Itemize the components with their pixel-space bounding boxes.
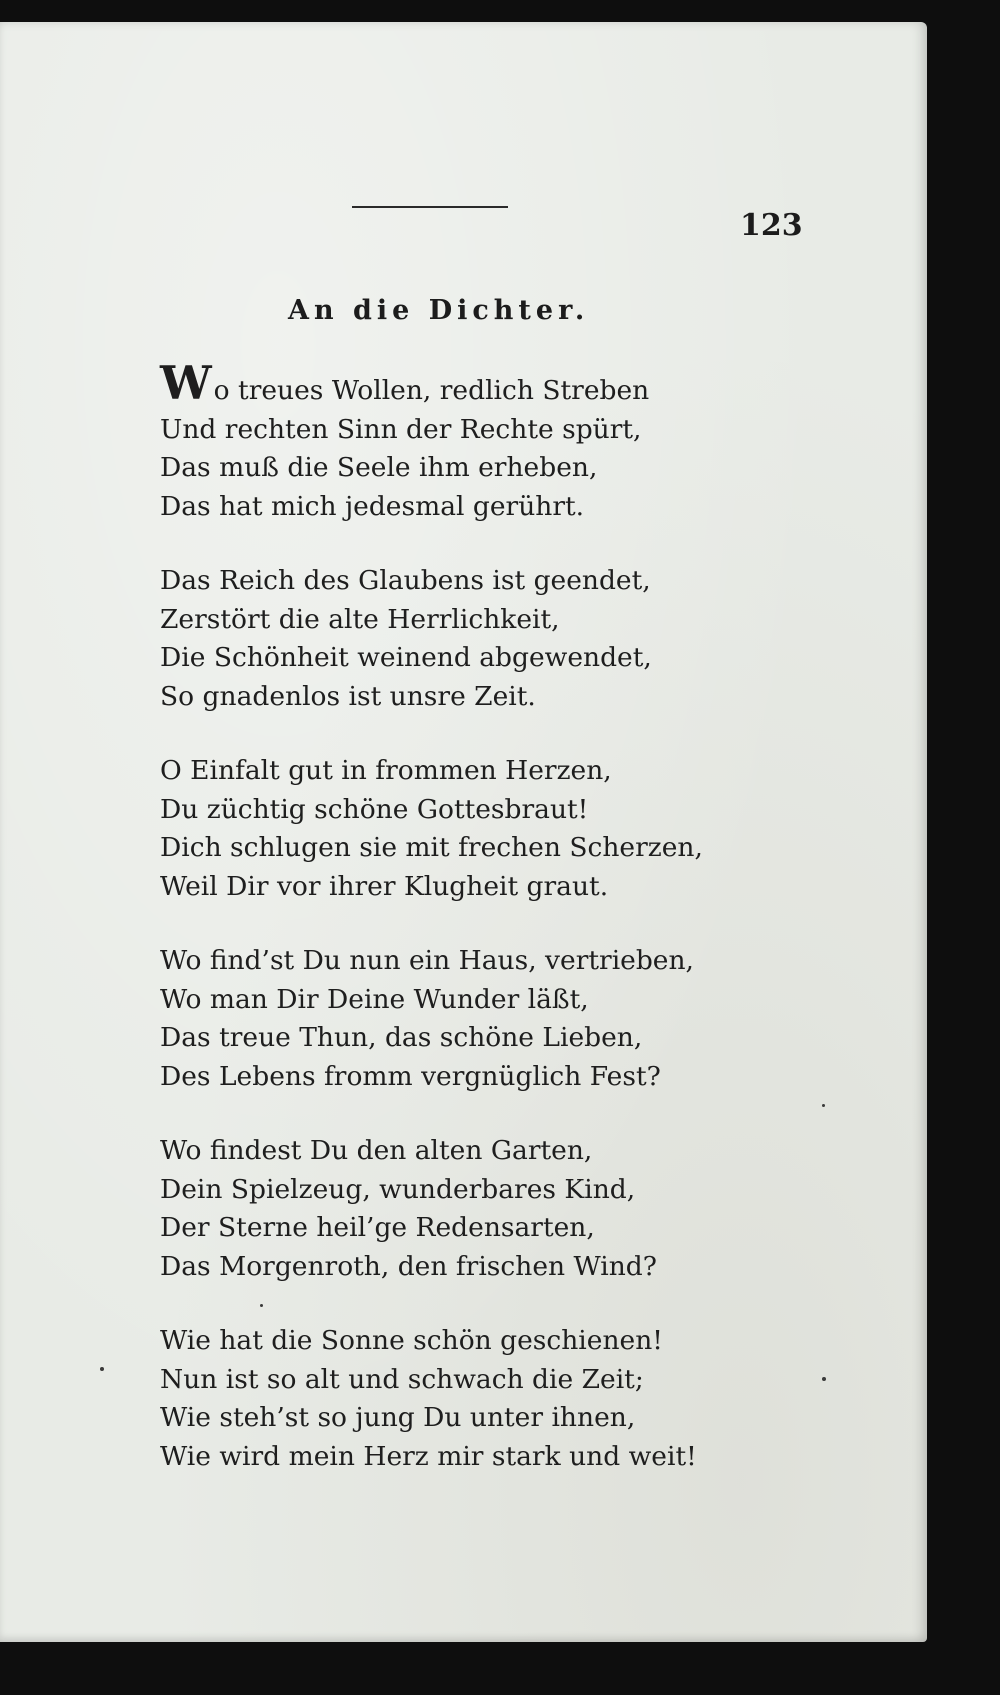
paper-speck	[260, 1304, 263, 1307]
poem-line: Das hat mich jedesmal gerührt.	[160, 490, 585, 522]
poem-line: Und rechten Sinn der Rechte spürt,	[160, 413, 642, 445]
header-rule	[352, 206, 508, 208]
book-page	[0, 22, 927, 1642]
initial-letter: W	[160, 356, 212, 410]
poem-body	[160, 356, 760, 1512]
poem-line: Zerstört die alte Herrlichkeit,	[160, 603, 560, 635]
first-line-text: o treues Wollen, redlich Streben	[213, 375, 650, 406]
poem-line: Wo find’st Du nun ein Haus, vertrieben,	[160, 945, 694, 976]
poem-line: Wo findest Du den alten Garten,	[160, 1135, 593, 1166]
stanza	[160, 1132, 760, 1286]
poem-line-first	[160, 356, 760, 411]
poem-line: Dein Spielzeug, wunderbares Kind,	[160, 1173, 636, 1205]
poem-line: Der Sterne heil’ge Redensarten,	[160, 1212, 595, 1243]
poem-line: Das Morgenroth, den frischen Wind?	[160, 1250, 657, 1282]
poem-line: So gnadenlos ist unsre Zeit.	[160, 680, 536, 712]
poem-line: Wie hat die Sonne schön geschienen!	[160, 1325, 663, 1356]
poem-line: Wie steh’st so jung Du unter ihnen,	[160, 1402, 636, 1433]
poem-line: Weil Dir vor ihrer Klugheit graut.	[160, 870, 609, 902]
paper-speck	[822, 1377, 826, 1381]
poem-line: Wie wird mein Herz mir stark und weit!	[160, 1440, 697, 1472]
paper-speck	[822, 1104, 825, 1107]
poem-line: Das treue Thun, das schöne Lieben,	[160, 1022, 643, 1053]
poem-line: Das Reich des Glaubens ist geendet,	[160, 565, 651, 596]
poem-line: Das muß die Seele ihm erheben,	[160, 452, 598, 483]
page-number: 123	[740, 208, 803, 243]
stanza	[160, 942, 760, 1096]
stanza	[160, 356, 760, 526]
poem-title: An die Dichter.	[288, 295, 590, 326]
poem-line: Dich schlugen sie mit frechen Scherzen,	[160, 832, 703, 863]
poem-line: Nun ist so alt und schwach die Zeit;	[160, 1363, 644, 1395]
poem-line: O Einfalt gut in frommen Herzen,	[160, 755, 612, 786]
stanza	[160, 1322, 760, 1476]
stanza	[160, 562, 760, 716]
stanza	[160, 752, 760, 906]
poem-line: Des Lebens fromm vergnüglich Fest?	[160, 1060, 661, 1092]
paper-speck	[100, 1367, 104, 1371]
poem-line: Du züchtig schöne Gottesbraut!	[160, 793, 589, 825]
poem-line: Wo man Dir Deine Wunder läßt,	[160, 983, 589, 1015]
poem-line: Die Schönheit weinend abgewendet,	[160, 642, 652, 673]
